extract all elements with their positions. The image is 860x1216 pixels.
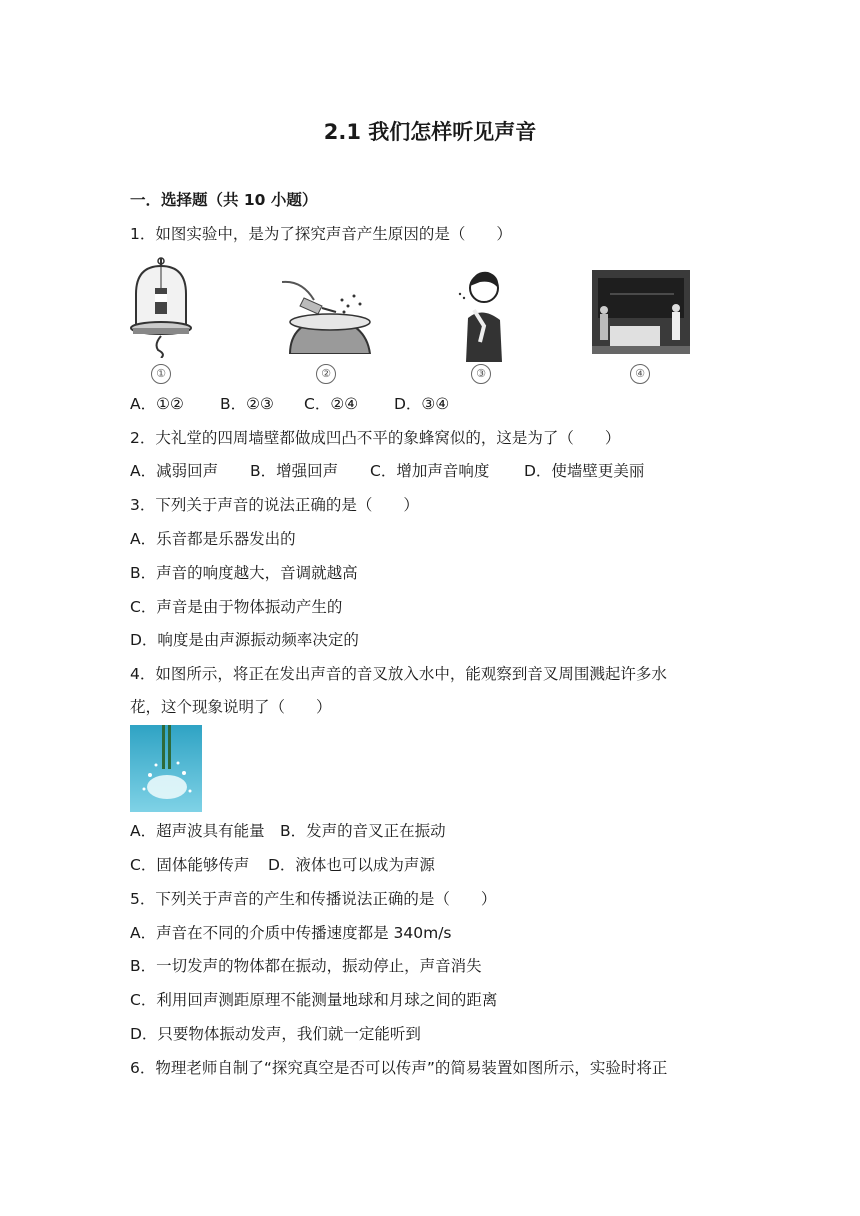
- question-4-stem-line-1: 4．如图所示，将正在发出声音的音叉放入水中，能观察到音叉周围溅起许多水: [130, 665, 667, 683]
- question-4-stem-line-2: 花，这个现象说明了（ ）: [130, 698, 332, 716]
- figure-label-1: ①: [151, 364, 171, 384]
- option-a: A．超声波具有能量: [130, 822, 265, 840]
- figure-label-3: ③: [471, 364, 491, 384]
- question-4-options-row-1: [130, 821, 446, 841]
- question-3-option-c: C．声音是由于物体振动产生的: [130, 598, 343, 616]
- section-heading: 一．选择题（共 10 小题）: [130, 191, 318, 209]
- option-a: A．减弱回声: [130, 462, 219, 480]
- question-3-option-b: B．声音的响度越大，音调就越高: [130, 564, 358, 582]
- figure-label-2: ②: [316, 364, 336, 384]
- question-1-stem: 1．如图实验中，是为了探究声音产生原因的是（ ）: [130, 225, 512, 243]
- option-b: B．发声的音叉正在振动: [280, 822, 446, 840]
- question-2-stem: 2．大礼堂的四周墙壁都做成凹凸不平的象蜂窝似的，这是为了（ ）: [130, 429, 621, 447]
- question-5-option-b: B．一切发声的物体都在振动，振动停止，声音消失: [130, 957, 482, 975]
- person-humming-figure: [456, 266, 506, 362]
- option-b: B．②③: [220, 395, 274, 413]
- option-d: D．使墙壁更美丽: [524, 462, 645, 480]
- option-d: D．③④: [394, 395, 450, 413]
- classroom-photo-figure: [592, 270, 690, 354]
- tuning-fork-water-photo: [130, 725, 202, 812]
- figure-label-4: ④: [630, 364, 650, 384]
- document-title: 2.1 我们怎样听见声音: [323, 120, 537, 144]
- question-6-stem: 6．物理老师自制了“探究真空是否可以传声”的简易装置如图所示，实验时将正: [130, 1059, 668, 1077]
- question-2-options: [130, 461, 644, 481]
- question-5-stem: 5．下列关于声音的产生和传播说法正确的是（ ）: [130, 890, 497, 908]
- question-1-options: [130, 394, 449, 414]
- question-3-option-a: A．乐音都是乐器发出的: [130, 530, 296, 548]
- option-c: C．固体能够传声: [130, 856, 250, 874]
- question-4-options-row-2: [130, 855, 435, 875]
- option-c: C．增加声音响度: [370, 462, 490, 480]
- question-5-option-d: D．只要物体振动发声，我们就一定能听到: [130, 1025, 421, 1043]
- question-3-option-d: D．响度是由声源振动频率决定的: [130, 631, 359, 649]
- question-3-stem: 3．下列关于声音的说法正确的是（ ）: [130, 496, 419, 514]
- option-b: B．增强回声: [250, 462, 339, 480]
- bell-jar-figure: [128, 256, 194, 358]
- question-5-option-a: A．声音在不同的介质中传播速度都是 340m/s: [130, 924, 452, 942]
- question-5-option-c: C．利用回声测距原理不能测量地球和月球之间的距离: [130, 991, 498, 1009]
- option-d: D．液体也可以成为声源: [268, 856, 435, 874]
- drum-figure: [282, 272, 374, 354]
- option-a: A．①②: [130, 395, 184, 413]
- option-c: C．②④: [304, 395, 359, 413]
